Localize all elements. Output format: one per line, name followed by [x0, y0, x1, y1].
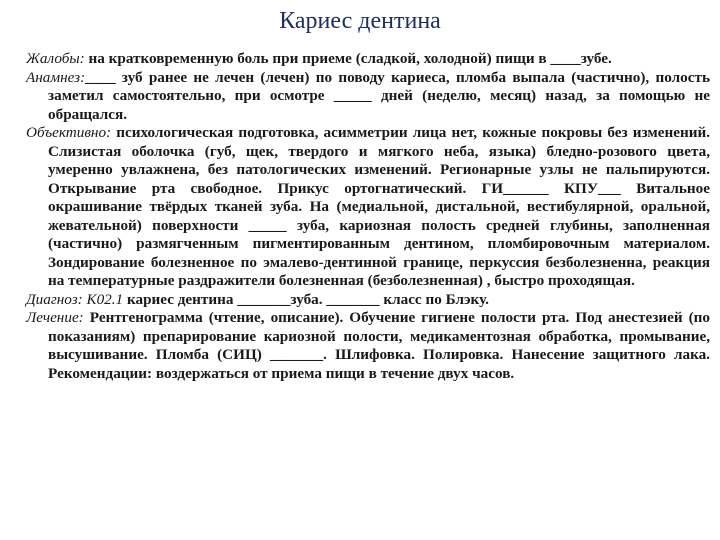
complaints-label: Жалобы: [26, 50, 85, 67]
diagnosis-paragraph [26, 291, 710, 310]
objective-paragraph [26, 124, 710, 291]
diagnosis-label: Диагноз: К02.1 [26, 290, 124, 308]
anamnesis-label: Анамнез: [26, 68, 86, 86]
treatment-text: Рентгенограмма (чтение, описание). Обучение гигиене полости рта. Под анестезией (по показаниям) препарирование кариозной полости, медикаментозная обработка, промывание, высушивание. Пломба (СИЦ) _______. Шлифовка. Полировка. Нанесение защитного лака. Рекомендации: воздержаться от приема пищи в течение двух часов. [48, 309, 710, 382]
treatment-label: Лечение: [26, 309, 84, 326]
complaints-paragraph [26, 50, 710, 69]
complaints-text: на кратковременную боль при приеме (сладкой, холодной) пищи в ____зубе. [84, 50, 612, 67]
document-body [26, 50, 710, 383]
objective-text: психологическая подготовка, асимметрии лица нет, кожные покровы без изменений. Слизистая оболочка (губ, щек, твердого и мягкого неба, языка) бледно-розового цвета, умеренно увлажнена, без патологических изменений. Регионарные узлы не пальпируются. Открывание рта свободное. Прикус ортогнатический. ГИ______ КПУ___ Витальное окрашивание твёрдых тканей зуба. На (медиальной, дистальной, вестибулярной, оральной, жевательной) поверхности _____ зуба, кариозная полость средней глубины, заполненная (частично) размягченным пигментированным дентином, пломбировочным материалом. Зондирование болезненное по эмалево-дентинной границе, перкуссия безболезненна, реакция на температурные раздражители болезненная (безболезненная) , быстро проходящая. [48, 124, 710, 289]
slide-title: Кариес дентина [279, 8, 441, 34]
anamnesis-paragraph [26, 69, 710, 125]
diagnosis-text: кариес дентина _______зуба. _______ класс по Блэку. [123, 290, 489, 308]
objective-label: Объективно: [26, 124, 112, 141]
treatment-paragraph [26, 309, 710, 383]
anamnesis-text: ____ зуб ранее не лечен (лечен) по поводу кариеса, пломба выпала (частично), полость заметил самостоятельно, при осмотре _____ дней (неделю, месяц) назад, за помощью не обращался. [48, 68, 710, 123]
